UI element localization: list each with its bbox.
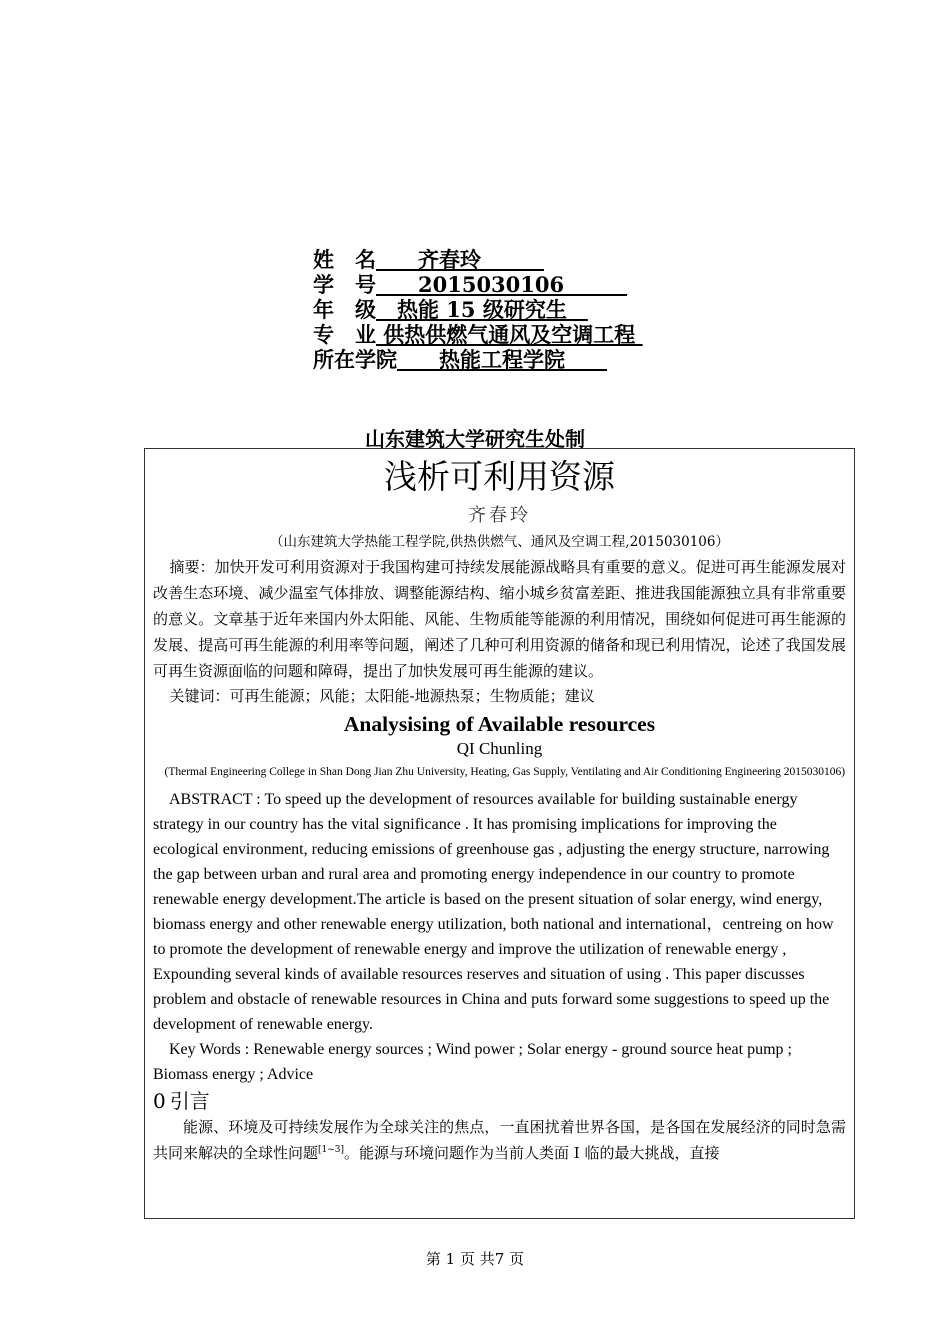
cover-info xyxy=(313,247,643,372)
issuer: 山东建筑大学研究生处制 xyxy=(365,427,585,451)
citation: [1~3] xyxy=(318,1145,345,1155)
abstract-en: ABSTRACT : To speed up the development of resources available for building sustainable energy strategy in our country has the vital significance . It has promising implications for improving the ecological environment, reducing emissions of greenhouse gas , adjusting the energy structure, narrowing the gap between urban and rural area and promoting energy independence in our country to promote renewable energy development.The article is based on the present situation of solar energy, wind energy, biomass energy and other renewable energy utilization, both national and international，centreing on how to promote the development of renewable energy and improve the utilization of renewable energy , Expounding several kinds of available resources reserves and situation of using . This paper discusses problem and obstacle of renewable resources in China and puts forward some suggestions to speed up the development of renewable energy. xyxy=(153,791,834,1033)
field-label: 专 业 xyxy=(313,322,376,347)
keywords-cn: 关键词：可再生能源；风能；太阳能-地源热泵；生物质能；建议 xyxy=(169,687,595,705)
section-number: 0 xyxy=(153,1089,166,1113)
intro-text: 能源、环境及可持续发展作为全球关注的焦点，一直困扰着世界各国，是各国在发展经济的同时急需共同来解决的全球性问题 xyxy=(153,1118,846,1162)
paper-affiliation: （山东建筑大学热能工程学院,供热供燃气、通风及空调工程,2015030106） xyxy=(270,534,729,550)
paper-affiliation-en: (Thermal Engineering College in Shan Dong Jian Zhu University, Heating, Gas Supply, Ventilating and Air Conditioning Engineering 2015030106) xyxy=(164,766,846,778)
field-name xyxy=(313,247,643,272)
field-grade xyxy=(313,297,643,322)
paper-title-en: Analysising of Available resources xyxy=(343,712,656,736)
field-value: 热能工程学院 xyxy=(397,347,607,372)
paper-title: 浅析可利用资源 xyxy=(384,457,615,496)
field-value: 供热供燃气通风及空调工程 xyxy=(376,322,643,347)
page-footer: 第 1 页 共7 页 xyxy=(425,1250,525,1268)
section-title: 引言 xyxy=(169,1089,210,1113)
field-student-id xyxy=(313,272,643,297)
paper-author-en: QI Chunling xyxy=(456,739,543,758)
intro-text-continued: 。能源与环境问题作为当前人类面 I 临的最大挑战，直接 xyxy=(344,1144,720,1162)
intro-paragraph xyxy=(153,1114,846,1166)
field-value: 齐春玲 xyxy=(376,247,544,272)
keywords-en: Key Words : Renewable energy sources ; Wind power ; Solar energy - ground source heat pump ; Biomass energy ; Advice xyxy=(153,1041,792,1083)
field-label: 所在学院 xyxy=(313,347,397,372)
section-heading xyxy=(153,1088,846,1114)
field-value: 热能 15 级研究生 xyxy=(376,297,588,322)
field-label: 年 级 xyxy=(313,297,376,322)
paper-frame xyxy=(144,448,855,1219)
paper-content xyxy=(153,449,846,1166)
field-label: 姓 名 xyxy=(313,247,376,272)
field-label: 学 号 xyxy=(313,272,376,297)
paper-author: 齐春玲 xyxy=(468,505,531,526)
field-major xyxy=(313,322,643,347)
field-value: 2015030106 xyxy=(376,272,628,297)
field-college xyxy=(313,347,643,372)
abstract-cn: 摘要：加快开发可利用资源对于我国构建可持续发展能源战略具有重要的意义。促进可再生能源发展对改善生态环境、减少温室气体排放、调整能源结构、缩小城乡贫富差距、推进我国能源独立具有非常重要的意义。文章基于近年来国内外太阳能、风能、生物质能等能源的利用情况，围绕如何促进可再生能源的发展、提高可再生能源的利用率等问题，阐述了几种可利用资源的储备和现已利用情况，论述了我国发展可再生资源面临的问题和障碍，提出了加快发展可再生能源的建议。 xyxy=(153,558,846,680)
